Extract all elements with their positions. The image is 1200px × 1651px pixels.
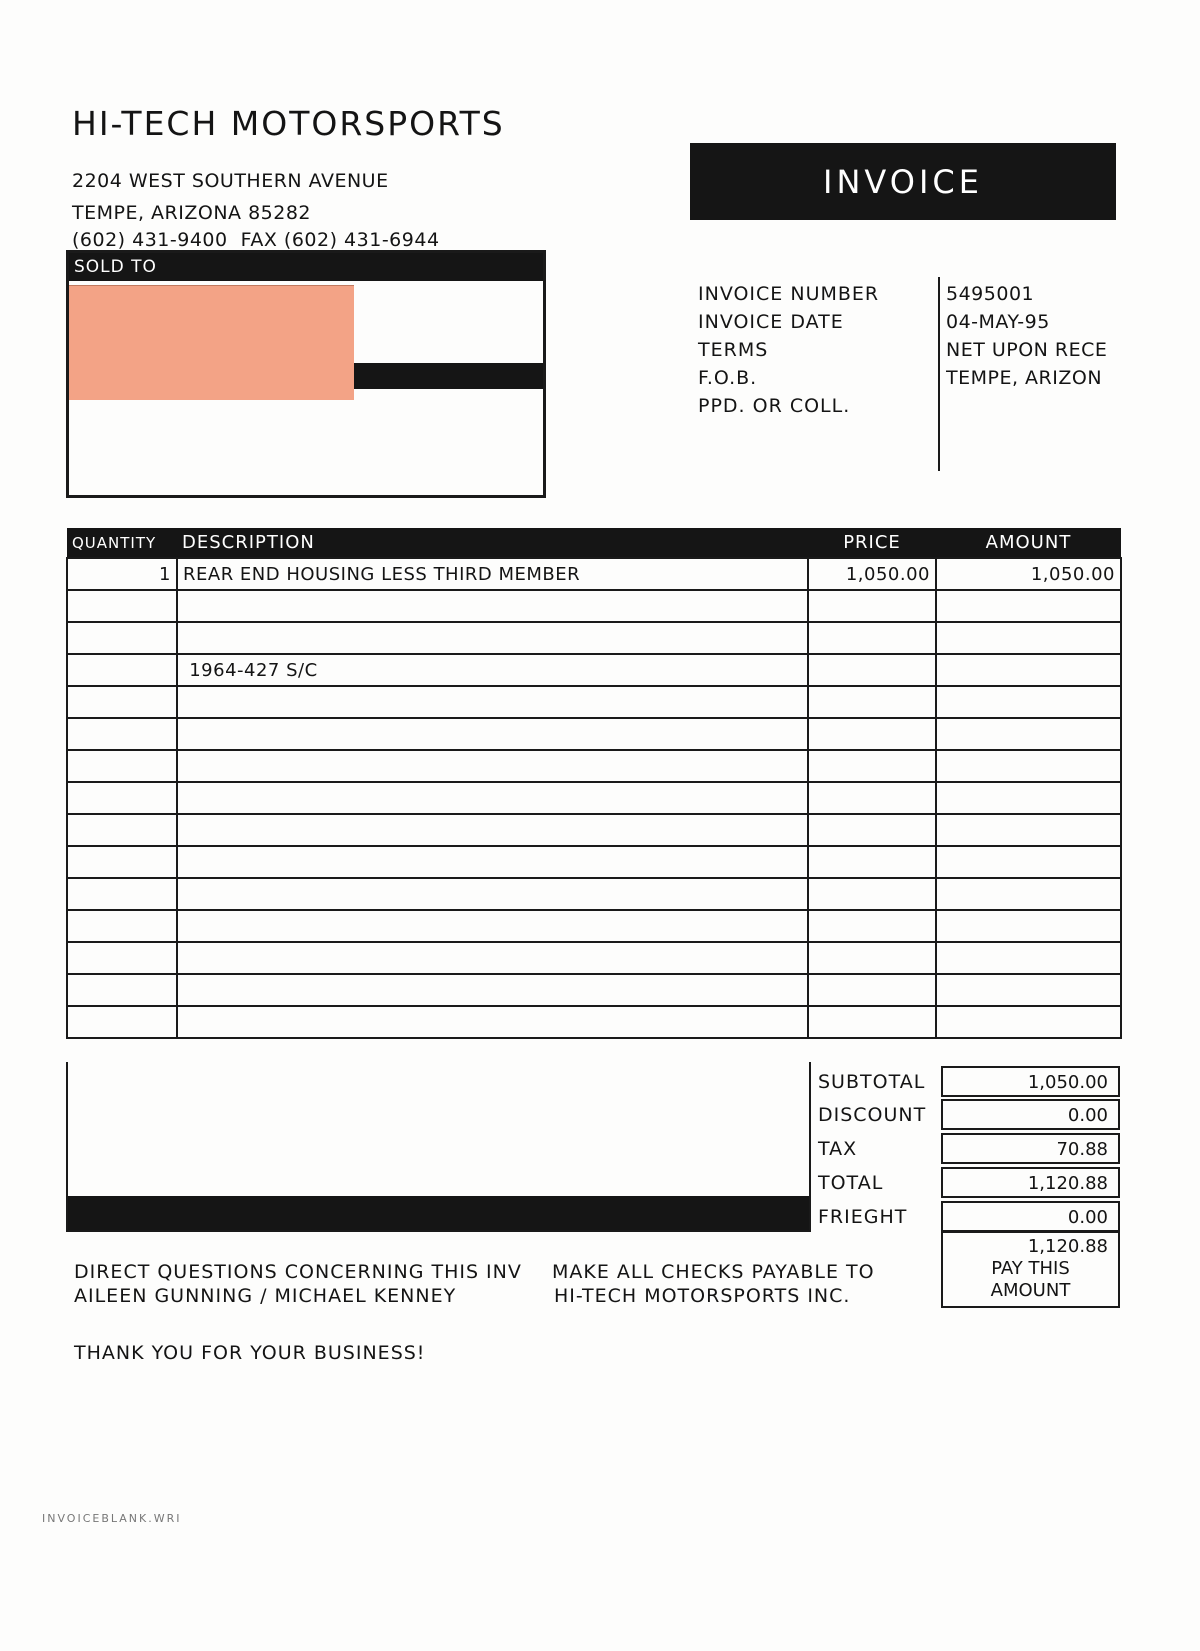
cell-price (808, 942, 936, 974)
cell-amount (936, 910, 1121, 942)
summary-box (66, 1062, 811, 1232)
cell-description (177, 814, 808, 846)
cell-amount (936, 1006, 1121, 1038)
meta-value-ppd-coll (946, 392, 1124, 420)
company-name: HI-TECH MOTORSPORTS (72, 104, 505, 143)
invoice-meta-values (946, 280, 1124, 420)
table-row (67, 1006, 1121, 1038)
cell-amount (936, 814, 1121, 846)
cell-description (177, 590, 808, 622)
table-row (67, 878, 1121, 910)
questions-note (74, 1260, 552, 1308)
cell-amount (936, 974, 1121, 1006)
line-items-table (66, 528, 1120, 1039)
cell-description: 1964-427 S/C (177, 654, 808, 686)
cell-description (177, 622, 808, 654)
table-row (67, 750, 1121, 782)
checks-line2: HI-TECH MOTORSPORTS INC. (554, 1285, 851, 1307)
cell-price: 1,050.00 (808, 558, 936, 590)
cell-price (808, 910, 936, 942)
header-amount: AMOUNT (936, 528, 1121, 558)
table-row (67, 942, 1121, 974)
table-row (67, 622, 1121, 654)
table-row (67, 718, 1121, 750)
cell-description (177, 1006, 808, 1038)
cell-amount (936, 942, 1121, 974)
cell-quantity (67, 686, 177, 718)
discount-value: 0.00 (941, 1099, 1120, 1130)
cell-quantity (67, 846, 177, 878)
cell-description (177, 910, 808, 942)
cell-description (177, 782, 808, 814)
cell-quantity (67, 1006, 177, 1038)
cell-quantity (67, 654, 177, 686)
redaction-block (69, 285, 354, 400)
cell-quantity (67, 974, 177, 1006)
cell-price (808, 654, 936, 686)
cell-amount: 1,050.00 (936, 558, 1121, 590)
cell-quantity (67, 878, 177, 910)
header-description: DESCRIPTION (177, 528, 808, 558)
total-value: 1,120.88 (941, 1167, 1120, 1198)
cell-description (177, 846, 808, 878)
meta-label-terms: TERMS (698, 339, 769, 361)
cell-amount (936, 686, 1121, 718)
table-row (67, 654, 1121, 686)
cell-amount (936, 846, 1121, 878)
cell-price (808, 622, 936, 654)
summary-band (68, 1196, 809, 1230)
cell-quantity (67, 782, 177, 814)
questions-line1: DIRECT QUESTIONS CONCERNING THIS INV (74, 1261, 522, 1283)
tax-value: 70.88 (941, 1133, 1120, 1164)
company-address-line2: TEMPE, ARIZONA 85282 (72, 202, 312, 224)
table-row (67, 846, 1121, 878)
cell-price (808, 846, 936, 878)
cell-amount (936, 718, 1121, 750)
cell-description (177, 686, 808, 718)
cell-quantity (67, 622, 177, 654)
cell-price (808, 686, 936, 718)
tax-label: TAX (818, 1138, 858, 1160)
cell-price (808, 590, 936, 622)
table-row (67, 910, 1121, 942)
meta-label-fob: F.O.B. (698, 367, 758, 389)
invoice-meta-labels (698, 280, 879, 420)
meta-label-ppd-coll: PPD. OR COLL. (698, 395, 851, 417)
cell-quantity (67, 590, 177, 622)
cell-description (177, 878, 808, 910)
invoice-title: INVOICE (690, 143, 1116, 220)
pay-label-line2: AMOUNT (990, 1280, 1071, 1301)
meta-label-invoice-date: INVOICE DATE (698, 311, 844, 333)
thank-you-note: THANK YOU FOR YOUR BUSINESS! (74, 1342, 426, 1364)
table-row (67, 974, 1121, 1006)
meta-label-invoice-number: INVOICE NUMBER (698, 283, 880, 305)
cell-description (177, 718, 808, 750)
meta-value-invoice-date: 04-MAY-95 (946, 311, 1050, 333)
cell-price (808, 814, 936, 846)
cell-price (808, 750, 936, 782)
cell-price (808, 1006, 936, 1038)
cell-price (808, 782, 936, 814)
discount-label: DISCOUNT (818, 1104, 927, 1126)
table-row (67, 558, 1121, 590)
cell-description: REAR END HOUSING LESS THIRD MEMBER (177, 558, 808, 590)
cell-price (808, 878, 936, 910)
form-identifier: INVOICEBLANK.WRI (42, 1512, 182, 1525)
header-quantity: QUANTITY (67, 528, 177, 558)
company-phone-fax: (602) 431-9400 FAX (602) 431-6944 (72, 229, 440, 251)
cell-price (808, 974, 936, 1006)
cell-quantity: 1 (67, 558, 177, 590)
freight-value: 0.00 (941, 1201, 1120, 1232)
cell-description (177, 750, 808, 782)
cell-amount (936, 590, 1121, 622)
cell-quantity (67, 750, 177, 782)
subtotal-label: SUBTOTAL (818, 1071, 926, 1093)
total-label: TOTAL (818, 1172, 884, 1194)
meta-value-fob: TEMPE, ARIZON (946, 367, 1103, 389)
cell-amount (936, 878, 1121, 910)
table-row (67, 814, 1121, 846)
pay-label-line1: PAY THIS (991, 1258, 1070, 1279)
table-header-row (67, 528, 1121, 558)
cell-amount (936, 654, 1121, 686)
meta-value-invoice-number: 5495001 (946, 283, 1035, 305)
checks-line1: MAKE ALL CHECKS PAYABLE TO (552, 1261, 875, 1283)
cell-amount (936, 750, 1121, 782)
questions-line2: AILEEN GUNNING / MICHAEL KENNEY (74, 1285, 457, 1307)
cell-amount (936, 782, 1121, 814)
checks-note (552, 1260, 875, 1308)
cell-quantity (67, 814, 177, 846)
cell-price (808, 718, 936, 750)
cell-quantity (67, 910, 177, 942)
table-row (67, 686, 1121, 718)
cell-quantity (67, 942, 177, 974)
sold-to-label: SOLD TO (69, 253, 543, 281)
table-row (67, 590, 1121, 622)
meta-value-terms: NET UPON RECE (946, 339, 1108, 361)
freight-label: FRIEGHT (818, 1206, 908, 1228)
company-address-line1: 2204 WEST SOUTHERN AVENUE (72, 170, 389, 192)
cell-description (177, 942, 808, 974)
table-row (67, 782, 1121, 814)
sold-to-box (66, 250, 546, 498)
pay-amount: 1,120.88 (1027, 1236, 1108, 1257)
cell-description (177, 974, 808, 1006)
meta-divider (938, 277, 940, 471)
cell-amount (936, 622, 1121, 654)
cell-quantity (67, 718, 177, 750)
header-price: PRICE (808, 528, 936, 558)
subtotal-value: 1,050.00 (941, 1066, 1120, 1097)
pay-this-amount-box (941, 1231, 1120, 1308)
